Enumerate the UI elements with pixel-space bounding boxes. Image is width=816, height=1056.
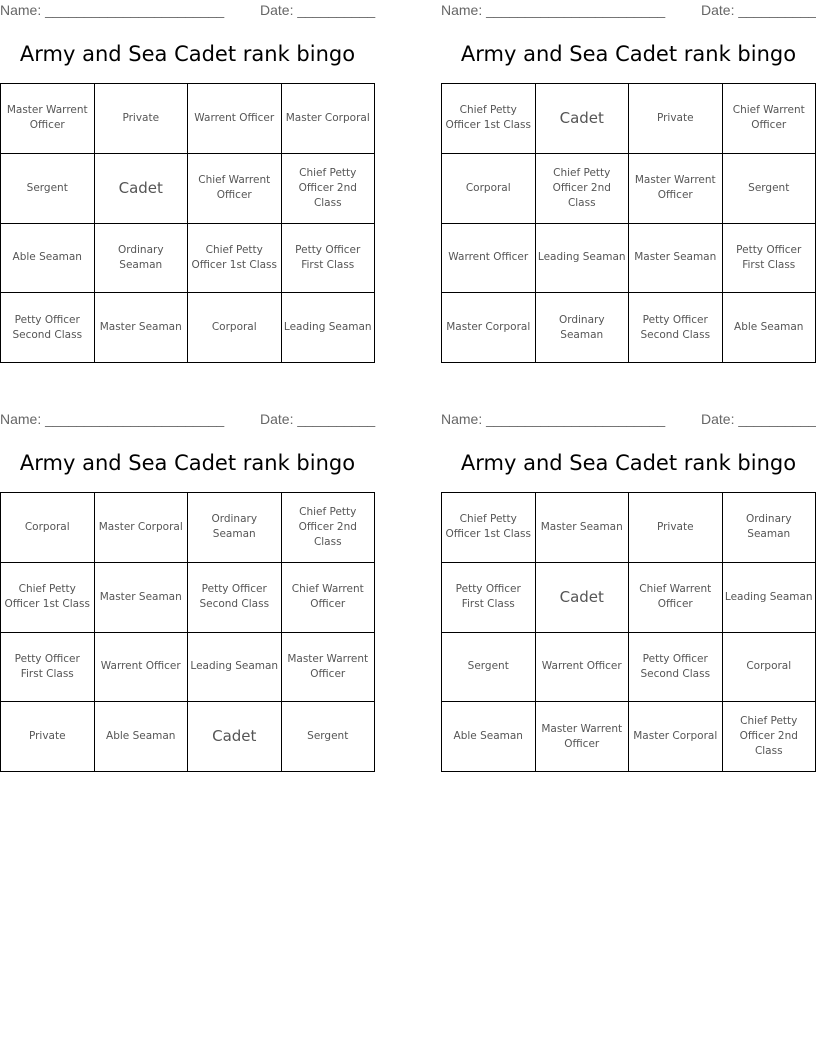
- bingo-cell: Able Seaman: [442, 702, 536, 772]
- bingo-cell: Master Warrent Officer: [629, 154, 723, 224]
- name-line: Name: _______________________: [0, 2, 225, 18]
- bingo-cell: Chief Warrent Officer: [188, 154, 282, 224]
- bingo-cell: Sergent: [1, 154, 95, 224]
- bingo-cell: Able Seaman: [1, 224, 95, 294]
- bingo-cell: Chief Warrent Officer: [723, 84, 816, 154]
- bingo-cell: Able Seaman: [95, 702, 189, 772]
- bingo-grid: [0, 492, 375, 772]
- name-line: Name: _______________________: [441, 411, 666, 427]
- bingo-card: [0, 0, 375, 363]
- bingo-grid: [0, 83, 375, 363]
- bingo-cell: Petty Officer Second Class: [188, 563, 282, 633]
- bingo-cell: Chief Petty Officer 1st Class: [442, 84, 536, 154]
- bingo-cell: Master Warrent Officer: [536, 702, 630, 772]
- bingo-cell: Chief Petty Officer 2nd Class: [536, 154, 630, 224]
- bingo-cell: Chief Warrent Officer: [629, 563, 723, 633]
- bingo-cell: Petty Officer Second Class: [629, 633, 723, 703]
- bingo-cell: Master Corporal: [282, 84, 376, 154]
- bingo-cell: Master Seaman: [95, 293, 189, 363]
- bingo-cell: Master Corporal: [442, 293, 536, 363]
- bingo-cell: Master Seaman: [629, 224, 723, 294]
- bingo-cell: Ordinary Seaman: [536, 293, 630, 363]
- card-title: Army and Sea Cadet rank bingo: [460, 451, 797, 475]
- bingo-cell: Chief Petty Officer 1st Class: [188, 224, 282, 294]
- bingo-card: [0, 409, 375, 772]
- bingo-cell: Chief Petty Officer 2nd Class: [723, 702, 816, 772]
- bingo-cell: Leading Seaman: [723, 563, 816, 633]
- card-title: Army and Sea Cadet rank bingo: [19, 451, 356, 475]
- bingo-grid: [441, 83, 816, 363]
- bingo-cell: Petty Officer First Class: [1, 633, 95, 703]
- bingo-cell: Warrent Officer: [442, 224, 536, 294]
- date-line: Date: __________: [701, 2, 816, 18]
- date-line: Date: __________: [701, 411, 816, 427]
- bingo-cell: Private: [629, 493, 723, 563]
- bingo-cell: Leading Seaman: [188, 633, 282, 703]
- bingo-cell: Leading Seaman: [282, 293, 376, 363]
- bingo-cell: Petty Officer First Class: [723, 224, 816, 294]
- bingo-card: [441, 409, 816, 772]
- bingo-cell: Warrent Officer: [95, 633, 189, 703]
- bingo-cell-free: Cadet: [536, 563, 630, 633]
- card-title: Army and Sea Cadet rank bingo: [460, 42, 797, 66]
- bingo-cell: Corporal: [188, 293, 282, 363]
- bingo-cell: Master Seaman: [536, 493, 630, 563]
- bingo-cell: Chief Petty Officer 1st Class: [442, 493, 536, 563]
- card-header: [441, 2, 816, 20]
- bingo-cell: Private: [629, 84, 723, 154]
- bingo-cell: Master Warrent Officer: [1, 84, 95, 154]
- card-header: [0, 411, 375, 429]
- bingo-cell: Ordinary Seaman: [723, 493, 816, 563]
- bingo-cell: Leading Seaman: [536, 224, 630, 294]
- bingo-cell: Master Corporal: [629, 702, 723, 772]
- bingo-cell: Master Warrent Officer: [282, 633, 376, 703]
- bingo-cell: Private: [1, 702, 95, 772]
- bingo-cell: Chief Petty Officer 2nd Class: [282, 493, 376, 563]
- bingo-cell-free: Cadet: [188, 702, 282, 772]
- bingo-cell: Corporal: [1, 493, 95, 563]
- bingo-cell-free: Cadet: [536, 84, 630, 154]
- bingo-cell: Petty Officer Second Class: [1, 293, 95, 363]
- bingo-cell: Petty Officer First Class: [282, 224, 376, 294]
- bingo-cell: Warrent Officer: [188, 84, 282, 154]
- bingo-cell: Chief Warrent Officer: [282, 563, 376, 633]
- bingo-card: [441, 0, 816, 363]
- date-line: Date: __________: [260, 411, 376, 427]
- bingo-cell: Private: [95, 84, 189, 154]
- bingo-cell: Sergent: [282, 702, 376, 772]
- name-line: Name: _______________________: [441, 2, 666, 18]
- bingo-cell: Corporal: [723, 633, 816, 703]
- bingo-cell: Corporal: [442, 154, 536, 224]
- bingo-cell: Petty Officer First Class: [442, 563, 536, 633]
- bingo-cell: Sergent: [723, 154, 816, 224]
- bingo-cell: Master Corporal: [95, 493, 189, 563]
- bingo-cell: Petty Officer Second Class: [629, 293, 723, 363]
- name-line: Name: _______________________: [0, 411, 225, 427]
- card-title: Army and Sea Cadet rank bingo: [19, 42, 356, 66]
- bingo-cell: Able Seaman: [723, 293, 816, 363]
- bingo-cell: Master Seaman: [95, 563, 189, 633]
- date-line: Date: __________: [260, 2, 376, 18]
- bingo-grid: [441, 492, 816, 772]
- bingo-cell: Ordinary Seaman: [95, 224, 189, 294]
- bingo-cell: Sergent: [442, 633, 536, 703]
- bingo-cell: Chief Petty Officer 1st Class: [1, 563, 95, 633]
- bingo-cell: Ordinary Seaman: [188, 493, 282, 563]
- bingo-cell: Warrent Officer: [536, 633, 630, 703]
- bingo-cell-free: Cadet: [95, 154, 189, 224]
- bingo-cell: Chief Petty Officer 2nd Class: [282, 154, 376, 224]
- card-header: [0, 2, 375, 20]
- card-header: [441, 411, 816, 429]
